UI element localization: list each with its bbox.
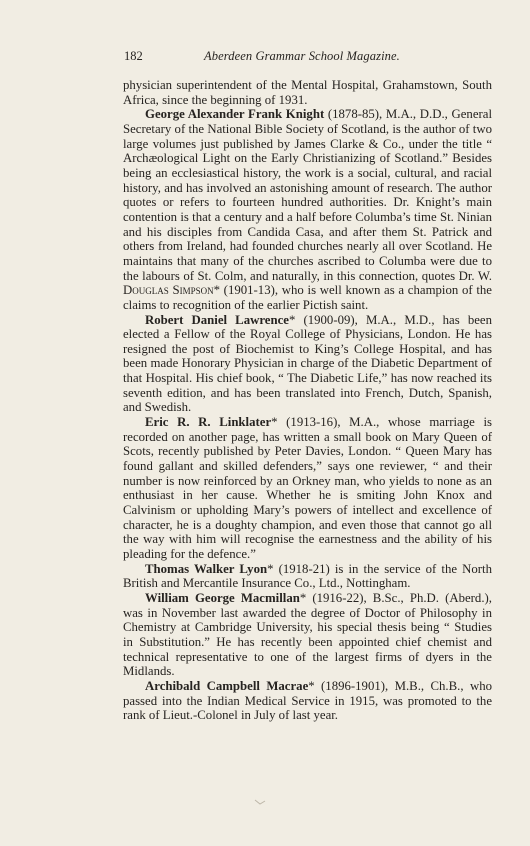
- paragraph-text: * (1918-21) is in the service of the North British and Mercantile Insurance Co., Ltd., Nottingham.: [123, 561, 492, 591]
- person-name: George Alexander Frank Knight: [145, 107, 325, 122]
- entry-macrae: [123, 679, 492, 723]
- person-name-small-caps: Douglas Simpson: [123, 283, 214, 298]
- paragraph-text: physician superintendent of the Mental Hospital, Grahamstown, South Africa, since the beginning of 1931.: [123, 78, 492, 107]
- paragraph-text: * (1900-09), M.A., M.D., has been elected a Fellow of the Royal College of Physicians, London. He has resigned the post of Biochemist to King’s College Hospital, and has been made Honorary Physician in charge of the Diabetic Department of that Hospital. His chief book, “ The Diabetic Life,” has now reached its seventh edition, and has been translated into French, Dutch, Spanish, and Swedish.: [123, 312, 492, 415]
- person-name: Thomas Walker Lyon: [145, 561, 268, 576]
- page-number: 182: [124, 49, 143, 63]
- speck-icon: [252, 797, 270, 807]
- entry-macmillan: [123, 591, 492, 679]
- page-header: [122, 48, 492, 64]
- entry-knight: [123, 107, 492, 312]
- paragraph-text: (1878-85), M.A., D.D., General Secretary of the National Bible Society of Scotland, is the author of two large volumes just published by James Clarke & Co., under the title “ Archæological Light on the Early Christianizing of Scotland.” Besides being an ecclesiastical history, the work is a social, cultural, and racial history, and has involved an astonishing amount of research. The author quotes or refers to fourteen hundred authorities. Dr. Knight’s main contention is that a century and a half before Columba’s time St. Ninian and his disciples from Candida Casa, and after them St. Patrick and others from Ireland, had founded churches nearly all over Scotland. He maintains that many of the churches ascribed to Columba were due to the labours of St. Colm, and naturally, in this connection, quotes Dr. W.: [123, 107, 492, 283]
- paragraph-text: * (1896-1901), M.B., Ch.B., who passed into the Indian Medical Service in 1915, was promoted to the rank of Lieut.-Colonel in July of last year.: [123, 678, 492, 723]
- paragraph-text: * (1901-13), who is well known as a champion of the claims to recognition of the earlier Pictish saint.: [123, 283, 492, 312]
- entry-linklater: [123, 415, 492, 562]
- paragraph-continuation: [123, 78, 492, 107]
- paragraph-text: * (1916-22), B.Sc., Ph.D. (Aberd.), was in November last awarded the degree of Doctor of Philosophy in Chemistry at Cambridge University, his special thesis being “ Studies in Substitution.” He has recently been appointed chief chemist and technical representative to one of the largest firms of dyers in the Midlands.: [123, 590, 492, 679]
- person-name: Robert Daniel Lawrence: [145, 312, 289, 327]
- entry-lawrence: [123, 313, 492, 416]
- paper-speck-decoration: [252, 797, 270, 807]
- paragraph-text: * (1913-16), M.A., whose marriage is recorded on another page, has written a small book on Mary Queen of Scots, recently published by Peter Davies, London. “ Queen Mary has found gallant and skilled defenders,” says one reviewer, “ and their number is now reinforced by an Orkney man, who yields to none as an enthusiast in her cause. Whether he is smiting John Knox and Calvinism or upholding Mary’s powers of intellect and excellence of character, he is a doughty champion, and even those that cannot go all the way with him will recognise the earnestness and the ability of his pleading for the defence.”: [123, 415, 492, 561]
- person-name: William George Macmillan: [145, 590, 300, 605]
- running-title: Aberdeen Grammar School Magazine.: [204, 49, 400, 63]
- person-name: Eric R. R. Linklater: [145, 415, 272, 430]
- person-name: Archibald Campbell Macrae: [145, 678, 309, 693]
- article-body: [123, 78, 492, 723]
- entry-lyon: [123, 562, 492, 591]
